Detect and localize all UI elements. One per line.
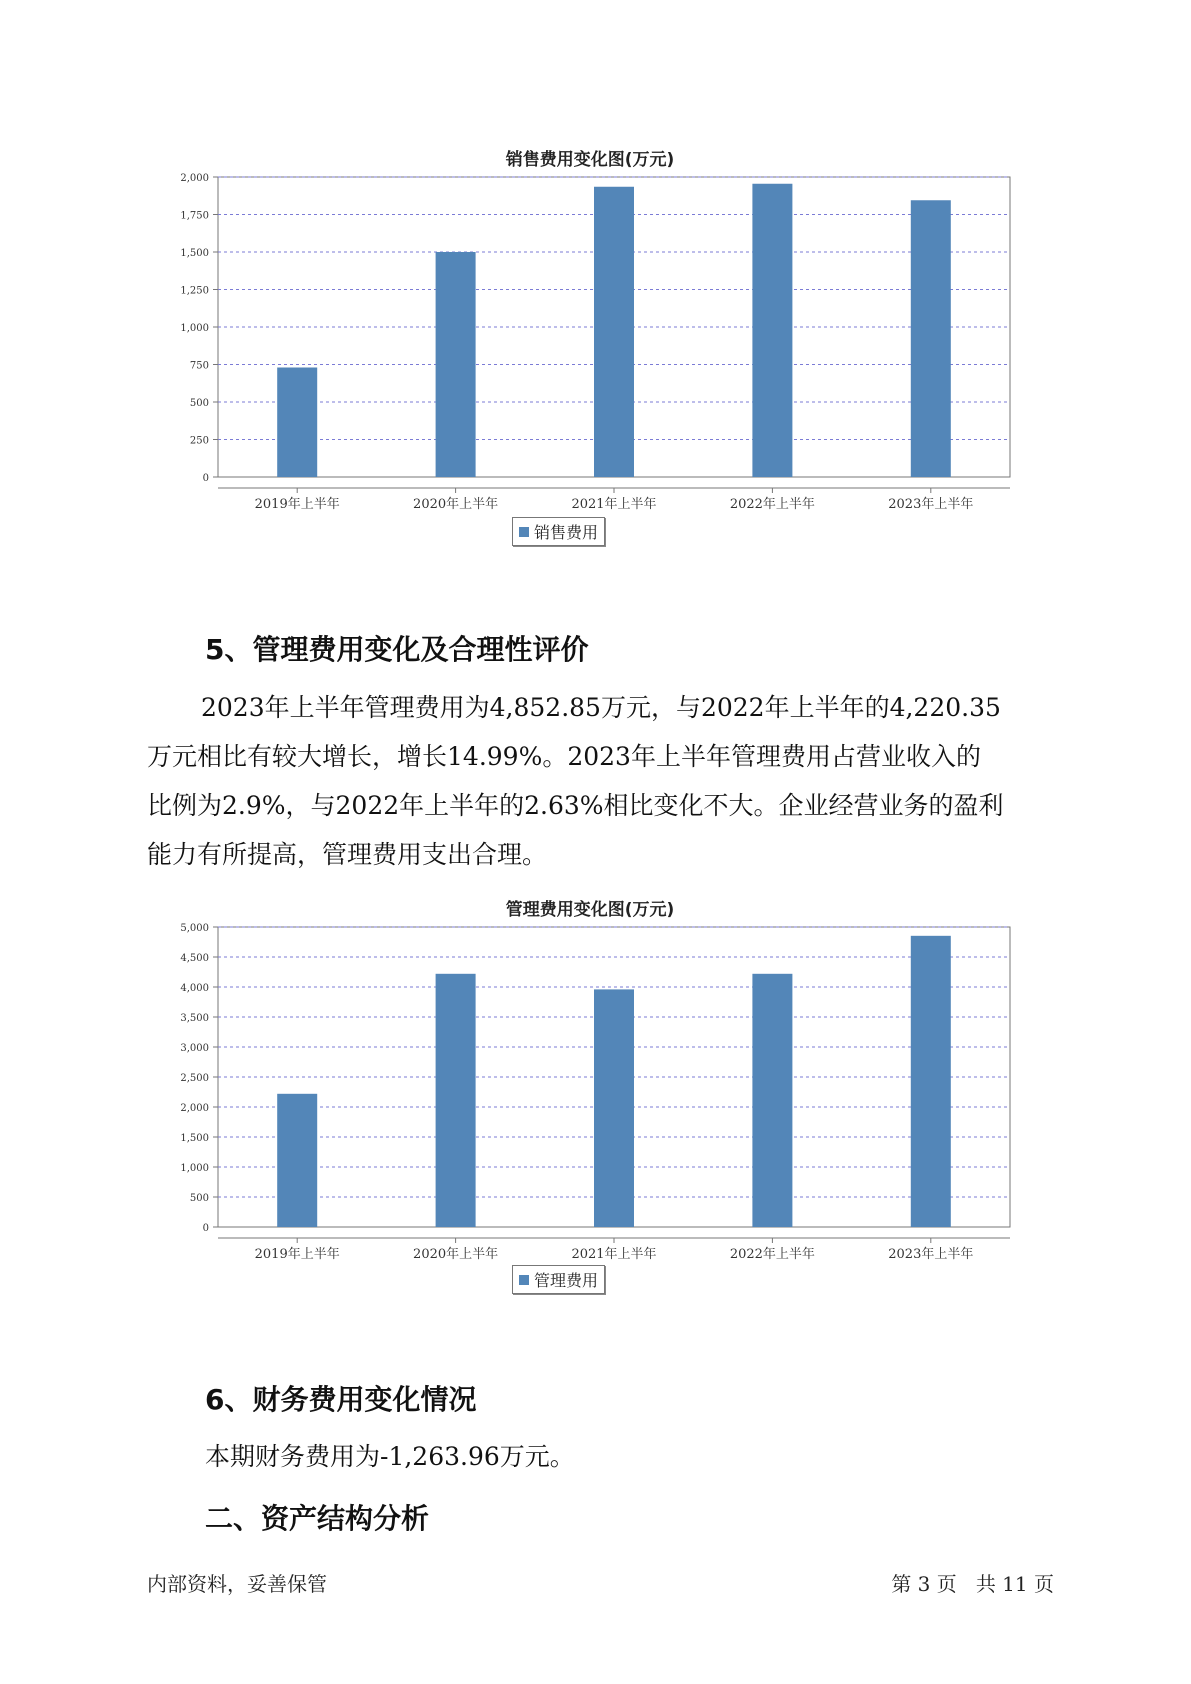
section5-line-2: 万元相比有较大增长，增长14.99%。2023年上半年管理费用占营业收入的 [147, 742, 981, 771]
admin-ytick-label: 3,500 [180, 1013, 209, 1024]
admin-ytick-label: 1,000 [180, 1163, 209, 1174]
sales-chart [140, 135, 1040, 555]
admin-xtick-label: 2022年上半年 [729, 1247, 815, 1262]
admin-chart-legend [512, 1265, 605, 1294]
admin-chart [140, 885, 1040, 1305]
admin-ytick-label: 5,000 [180, 923, 209, 934]
sales-chart-block [140, 135, 1040, 555]
sales-ytick-label: 0 [202, 473, 209, 484]
admin-xtick-label: 2021年上半年 [571, 1247, 657, 1262]
admin-ytick-label: 0 [202, 1223, 209, 1234]
admin-ytick-label: 2,000 [180, 1103, 209, 1114]
admin-ytick-label: 4,000 [180, 983, 209, 994]
admin-ytick-label: 4,500 [180, 953, 209, 964]
sales-ytick-label: 2,000 [180, 173, 209, 184]
sales-xtick-label: 2023年上半年 [888, 497, 974, 512]
sales-ytick-label: 250 [189, 435, 209, 447]
sales-legend-label: 销售费用 [534, 523, 599, 542]
sales-xtick-label: 2019年上半年 [254, 497, 340, 512]
footer-right: 第 3 页 共 11 页 [891, 1572, 1054, 1596]
footer-left: 内部资料，妥善保管 [147, 1572, 327, 1596]
admin-legend-label: 管理费用 [534, 1271, 599, 1290]
sales-ytick-label: 1,500 [180, 248, 209, 259]
sales-chart-title: 销售费用变化图(万元) [505, 150, 675, 170]
legend-swatch-icon [519, 527, 529, 537]
section6-heading: 6、财务费用变化情况 [205, 1383, 477, 1416]
admin-chart-title: 管理费用变化图(万元) [505, 900, 675, 920]
admin-ytick-label: 3,000 [180, 1043, 209, 1054]
sales-bar [594, 187, 634, 477]
section6-text: 本期财务费用为-1,263.96万元。 [205, 1442, 575, 1471]
sales-ytick-label: 500 [189, 398, 209, 409]
admin-bar [436, 974, 476, 1227]
sales-ytick-label: 750 [189, 360, 209, 372]
sales-xtick-label: 2021年上半年 [571, 497, 657, 512]
admin-xtick-label: 2023年上半年 [888, 1247, 974, 1262]
sales-ytick-label: 1,000 [180, 323, 209, 334]
legend-swatch-icon [519, 1275, 529, 1285]
sales-xtick-label: 2022年上半年 [729, 497, 815, 512]
admin-ytick-label: 500 [189, 1193, 209, 1204]
sales-ytick-label: 1,250 [180, 285, 209, 297]
sales-bar [752, 184, 792, 477]
admin-xtick-label: 2019年上半年 [254, 1247, 340, 1262]
sales-ytick-label: 1,750 [180, 210, 209, 222]
sales-xtick-label: 2020年上半年 [413, 497, 499, 512]
admin-chart-block [140, 885, 1040, 1305]
section5-heading: 5、管理费用变化及合理性评价 [205, 633, 589, 666]
admin-bar [911, 936, 951, 1227]
section5-paragraph [147, 683, 1047, 879]
admin-xtick-label: 2020年上半年 [413, 1247, 499, 1262]
admin-ytick-label: 1,500 [180, 1133, 209, 1144]
sales-chart-legend [512, 517, 605, 546]
section6-paragraph [205, 1432, 1105, 1481]
admin-bar [594, 989, 634, 1227]
sales-bar [436, 252, 476, 477]
sales-bar [911, 200, 951, 477]
section5-line-4: 能力有所提高，管理费用支出合理。 [147, 840, 548, 869]
admin-ytick-label: 2,500 [180, 1073, 209, 1084]
admin-bar [277, 1094, 317, 1227]
sales-bar [277, 368, 317, 478]
section-two-heading: 二、资产结构分析 [205, 1502, 430, 1535]
section5-line-1: 2023年上半年管理费用为4,852.85万元，与2022年上半年的4,220.35 [201, 693, 1001, 722]
section5-line-3: 比例为2.9%，与2022年上半年的2.63%相比变化不大。企业经营业务的盈利 [147, 791, 1004, 820]
admin-bar [752, 974, 792, 1227]
